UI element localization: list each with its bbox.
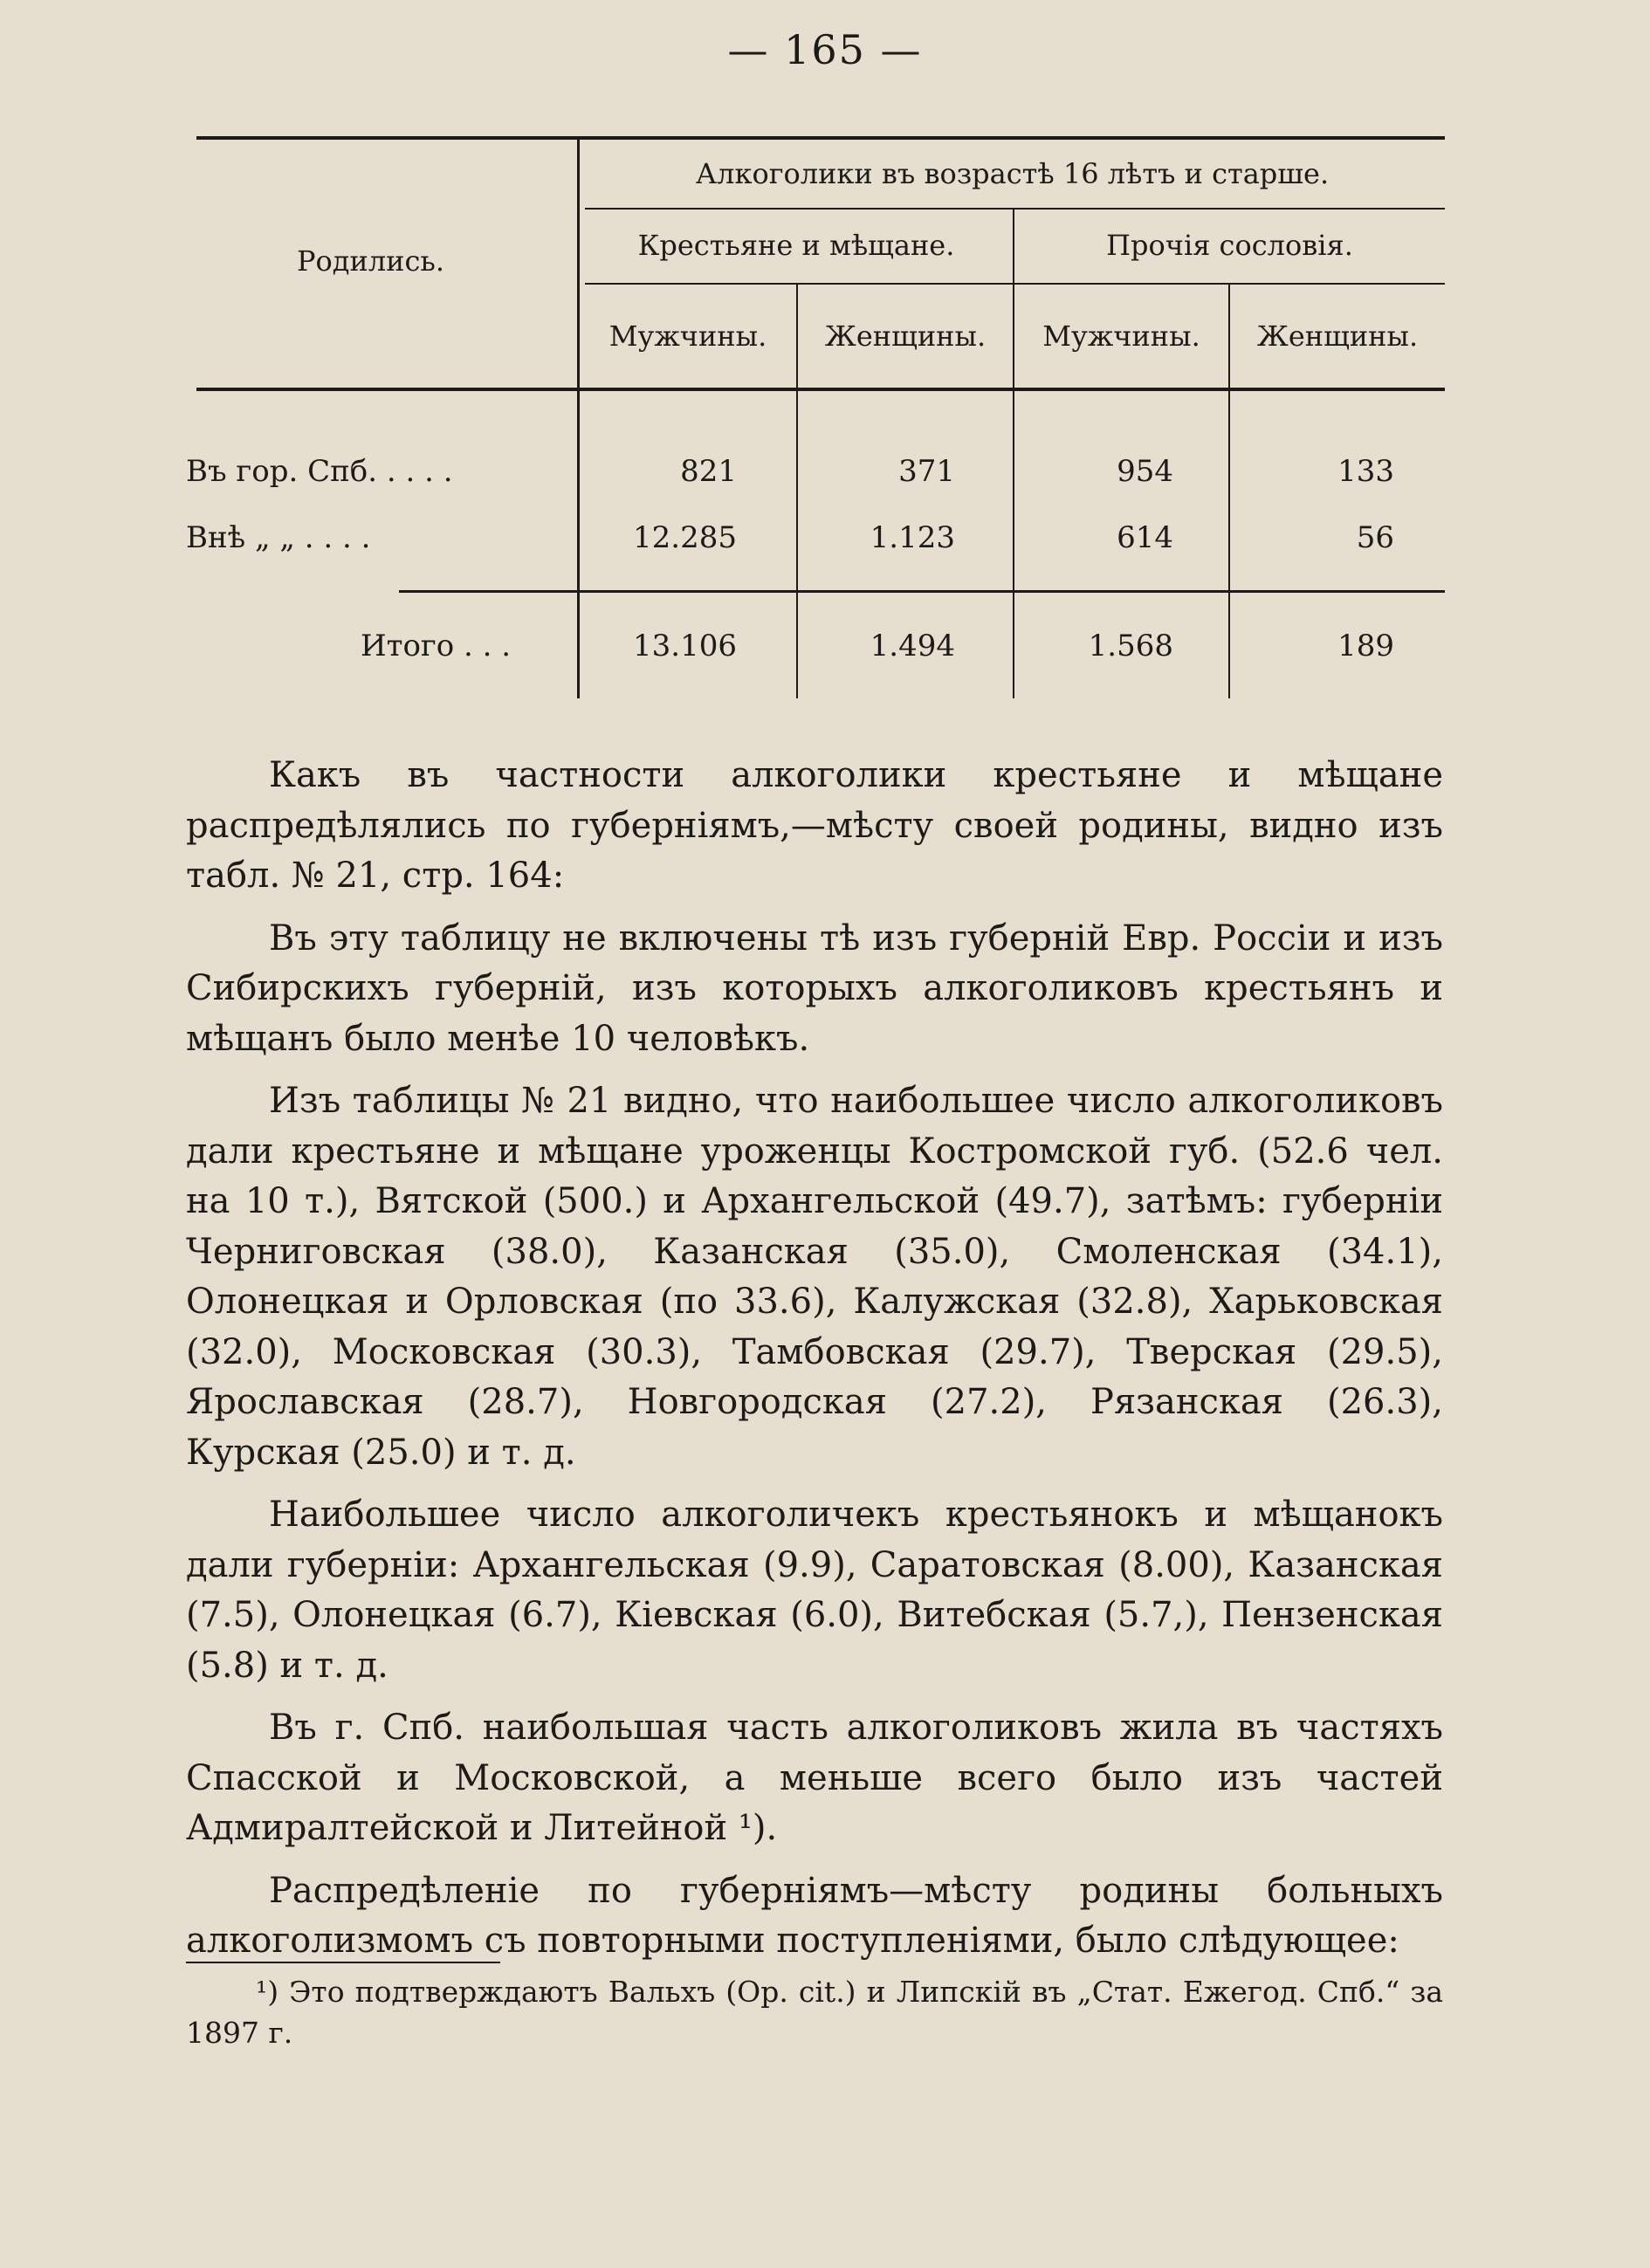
- page-number: — 165 —: [727, 26, 923, 73]
- table-cell: 954: [1117, 454, 1173, 489]
- table-cell: 56: [1356, 520, 1394, 555]
- class-header: Крестьяне и мѣщане.: [637, 229, 955, 262]
- sex-header: Мужчины.: [608, 320, 767, 353]
- table-cell: 133: [1337, 454, 1394, 489]
- paragraph: Въ эту таблицу не включены тѣ изъ губерній Евр. Россіи и изъ Сибирскихъ губерній, изъ которыхъ алкоголиковъ крестьянъ и мѣщанъ было менѣе 10 человѣкъ.: [186, 918, 1443, 1059]
- group-header-rule: [585, 208, 1445, 210]
- total-cell: 13.106: [633, 629, 737, 663]
- group-header: Алкоголики въ возрастѣ 16 лѣтъ и старше.: [695, 157, 1330, 190]
- table-cell: 1.123: [870, 520, 955, 555]
- table-cell: 821: [680, 454, 737, 489]
- header-bottom-rule: [196, 388, 1445, 391]
- table-cell: 614: [1117, 520, 1173, 555]
- table-top-rule: [196, 136, 1445, 140]
- sex-header: Женщины.: [1256, 320, 1419, 353]
- total-cell: 1.568: [1088, 629, 1173, 663]
- sex-header: Мужчины.: [1042, 320, 1200, 353]
- table-cell: 12.285: [633, 520, 737, 555]
- table-cell: 371: [898, 454, 955, 489]
- class-header: Прочія сословія.: [1106, 229, 1353, 262]
- body-text: [186, 751, 1443, 1979]
- paragraph: Распредѣленіе по губерніямъ—мѣсту родины больныхъ алкоголизмомъ съ повторными поступленіями, было слѣдующее:: [186, 1870, 1443, 1961]
- total-top-rule: [399, 590, 1445, 593]
- statistics-table: [0, 0, 1650, 716]
- row-label: Въ гор. Спб. . . . .: [186, 454, 453, 489]
- paragraph: Какъ въ частности алкоголики крестьяне и мѣщане распредѣлялись по губерніямъ,—мѣсту своей родины, видно изъ табл. № 21, стр. 164:: [186, 755, 1443, 896]
- paragraph: Наибольшее число алкоголичекъ крестьянокъ и мѣщанокъ дали губерніи: Архангельская (9.9), Саратовская (8.00), Казанская (7.5), Олонецкая (6.7), Кіевская (6.0), Витебская (5.7,), Пензенская (5.8) и т. д.: [186, 1495, 1443, 1686]
- footnote: ¹) Это подтверждаютъ Вальхъ (Op. cit.) и Липскій въ „Стат. Ежегод. Спб.“ за 1897 г.: [186, 1975, 1443, 2050]
- total-cell: 1.494: [870, 629, 955, 663]
- footnote-divider: [186, 1962, 500, 1963]
- paragraph: Въ г. Спб. наибольшая часть алкоголиковъ жила въ частяхъ Спасской и Московской, а меньше всего было изъ частей Адмиралтейской и Литейной ¹).: [186, 1708, 1443, 1848]
- total-cell: 189: [1337, 629, 1394, 663]
- total-label: Итого . . .: [361, 629, 512, 663]
- row-label: Внѣ „ „ . . . .: [186, 520, 371, 555]
- paragraph: Изъ таблицы № 21 видно, что наибольшее число алкоголиковъ дали крестьяне и мѣщане уроженцы Костромской губ. (52.6 чел. на 10 т.), Вятской (500.) и Архангельской (49.7), затѣмъ: губерніи Черниговская (38.0), Казанская (35.0), Смоленская (34.1), Олонецкая и Орловская (по 33.6), Калужская (32.8), Харьковская (32.0), Московская (30.3), Тамбовская (29.7), Тверская (29.5), Ярославская (28.7), Новгородская (27.2), Рязанская (26.3), Курская (25.0) и т. д.: [186, 1081, 1443, 1473]
- sex-header: Женщины.: [824, 320, 987, 353]
- class-header-rule: [585, 283, 1445, 285]
- row-header: Родились.: [297, 244, 444, 278]
- label-column-rule: [577, 138, 580, 698]
